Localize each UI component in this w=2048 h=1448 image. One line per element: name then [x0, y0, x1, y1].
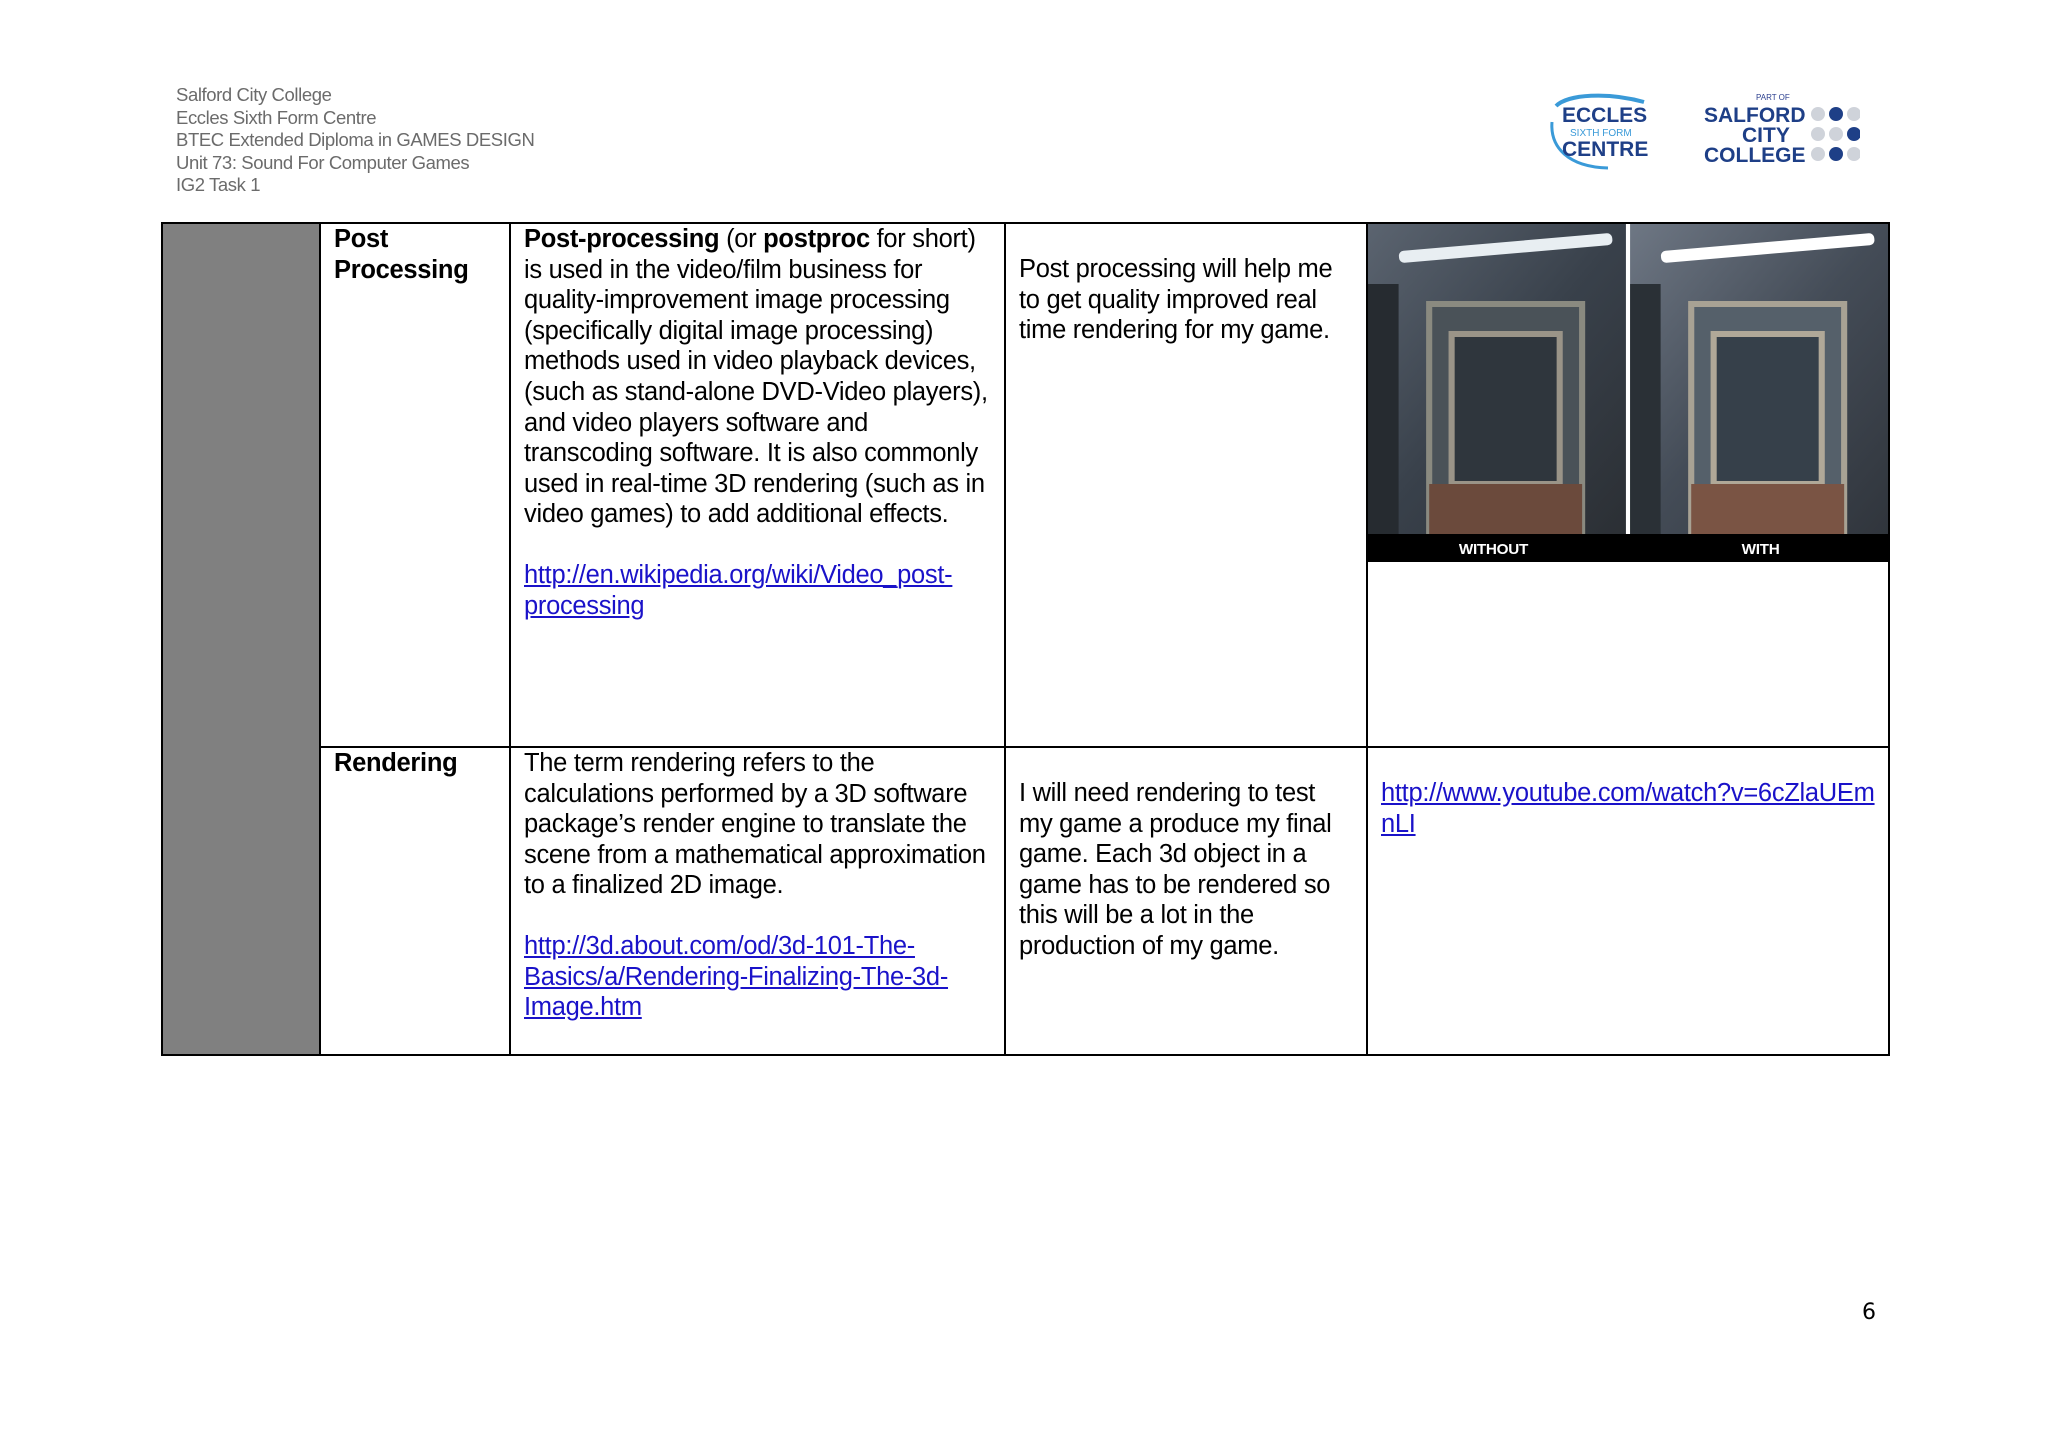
use-text: Post processing will help me to get quality improved real time rendering for my game.: [1019, 255, 1333, 345]
salford-logo-dots: [1811, 107, 1860, 161]
use-cell: [1005, 223, 1367, 747]
example-link-cell: [1367, 747, 1889, 1055]
header-line-centre: Eccles Sixth Form Centre: [176, 106, 377, 128]
table-row-post-processing: [162, 223, 1889, 747]
page-number: 6: [1862, 1300, 1876, 1325]
definition-source-link[interactable]: http://3d.about.com/od/3d-101-The-Basics/a/Rendering-Finalizing-The-3d-Image.htm: [524, 931, 949, 1022]
eccles-centre-logo: [1548, 92, 1654, 172]
document-header: [176, 84, 534, 197]
definition-lead-bold-2: postproc: [763, 225, 870, 253]
glossary-table: [161, 222, 1890, 1056]
term-cell: [320, 223, 510, 747]
post-processing-comparison-image: [1368, 224, 1888, 562]
header-line-course: BTEC Extended Diploma in GAMES DESIGN: [176, 129, 535, 151]
image-label-with: WITH: [1741, 541, 1780, 558]
table-row-rendering: [162, 747, 1889, 1055]
definition-lead-bold: Post-processing: [524, 225, 720, 253]
definition-lead-mid: (or: [719, 225, 764, 253]
definition-source-link[interactable]: http://en.wikipedia.org/wiki/Video_post-processing: [524, 560, 953, 620]
term-cell: [320, 747, 510, 1055]
definition-cell: [510, 747, 1005, 1055]
salford-logo-line3: COLLEGE: [1704, 144, 1806, 167]
grey-side-cell: [162, 223, 320, 1055]
definition-text: for short) is used in the video/film business for quality-improvement image processing (specifically digital image processing) methods used in video playback devices, (such as stand-alone DVD-Video players), and video players software and transcoding software. It is also commonly used in real-time 3D rendering (such as in video games) to add additional effects.: [524, 225, 988, 529]
header-line-unit: Unit 73: Sound For Computer Games: [176, 151, 470, 173]
eccles-logo-text-3: CENTRE: [1562, 138, 1649, 161]
eccles-logo-text-2: SIXTH FORM: [1570, 128, 1632, 139]
header-line-college: Salford City College: [176, 84, 332, 105]
salford-logo-line1: SALFORD: [1704, 104, 1806, 127]
definition-text: The term rendering refers to the calculations performed by a 3D software package’s render engine to translate the scene from a mathematical approximation to a finalized 2D image.: [524, 749, 986, 900]
salford-logo-line2: CITY: [1742, 124, 1790, 147]
term-label: Post Processing: [334, 225, 469, 284]
header-line-task: IG2 Task 1: [176, 174, 261, 196]
use-cell: [1005, 747, 1367, 1055]
example-video-link[interactable]: http://www.youtube.com/watch?v=6cZlaUEmnLI: [1381, 779, 1875, 838]
eccles-logo-text-1: ECCLES: [1562, 104, 1648, 127]
salford-logo-top: PART OF: [1756, 93, 1790, 102]
definition-cell: [510, 223, 1005, 747]
image-label-without: WITHOUT: [1458, 541, 1528, 558]
use-text: I will need rendering to test my game a produce my final game. Each 3d object in a game has to be rendered so this will be a lot in the production of my game.: [1019, 779, 1332, 960]
term-label: Rendering: [334, 749, 458, 777]
salford-city-college-logo: [1700, 90, 1860, 170]
example-image-cell: [1367, 223, 1889, 747]
